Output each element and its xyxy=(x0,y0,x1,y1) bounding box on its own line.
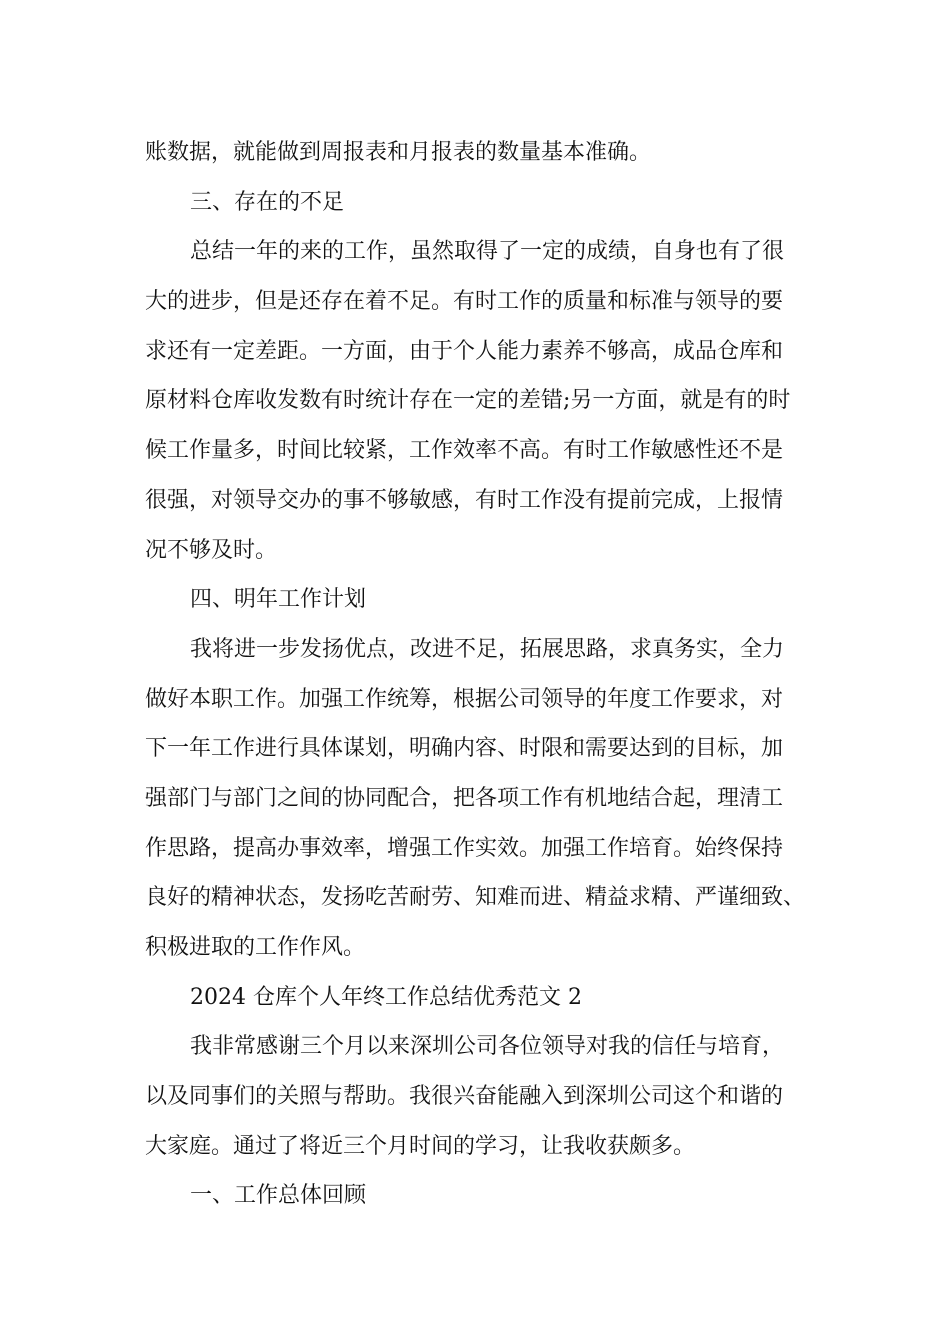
paragraph-gratitude xyxy=(145,1022,825,1171)
paragraph-continuation xyxy=(145,128,825,178)
text-line: 良好的精神状态，发扬吃苦耐劳、知难而进、精益求精、严谨细致、 xyxy=(145,885,806,911)
text-line: 做好本职工作。加强工作统筹，根据公司领导的年度工作要求，对 xyxy=(145,686,784,712)
text-line: 很强，对领导交办的事不够敏感，有时工作没有提前完成，上报情 xyxy=(145,487,784,513)
text-line: 我非常感谢三个月以来深圳公司各位领导对我的信任与培育， xyxy=(190,1034,785,1060)
text-line: 求还有一定差距。一方面，由于个人能力素养不够高，成品仓库和 xyxy=(145,338,784,364)
document-body xyxy=(145,128,825,1221)
text-line: 下一年工作进行具体谋划，明确内容、时限和需要达到的目标，加 xyxy=(145,736,784,762)
text-line: 作思路，提高办事效率，增强工作实效。加强工作培育。始终保持 xyxy=(145,835,784,861)
article-title: 2024 仓库个人年终工作总结优秀范文 2 xyxy=(190,984,582,1010)
text-line: 大家庭。通过了将近三个月时间的学习，让我收获颇多。 xyxy=(145,1133,696,1159)
text-line: 况不够及时。 xyxy=(145,537,278,563)
text-line: 候工作量多，时间比较紧，工作效率不高。有时工作敏感性还不是 xyxy=(145,438,784,464)
text-line: 总结一年的来的工作，虽然取得了一定的成绩，自身也有了很 xyxy=(190,239,785,265)
text-line: 账数据，就能做到周报表和月报表的数量基本准确。 xyxy=(145,140,652,165)
section-heading-next-year-plan: 四、明年工作计划 xyxy=(190,587,367,613)
section-heading-shortcomings: 三、存在的不足 xyxy=(190,189,345,215)
text-line: 大的进步，但是还存在着不足。有时工作的质量和标准与领导的要 xyxy=(145,289,784,315)
text-line: 我将进一步发扬优点，改进不足，拓展思路，求真务实，全力 xyxy=(190,636,785,662)
paragraph-next-year-plan xyxy=(145,625,825,973)
text-line: 强部门与部门之间的协同配合，把各项工作有机地结合起，理清工 xyxy=(145,785,784,811)
text-line: 以及同事们的关照与帮助。我很兴奋能融入到深圳公司这个和谐的 xyxy=(145,1084,784,1110)
text-line: 原材料仓库收发数有时统计存在一定的差错;另一方面，就是有的时 xyxy=(145,388,791,414)
paragraph-shortcomings xyxy=(145,227,825,575)
text-line: 积极进取的工作作风。 xyxy=(145,935,366,960)
section-heading-work-review: 一、工作总体回顾 xyxy=(190,1183,367,1209)
